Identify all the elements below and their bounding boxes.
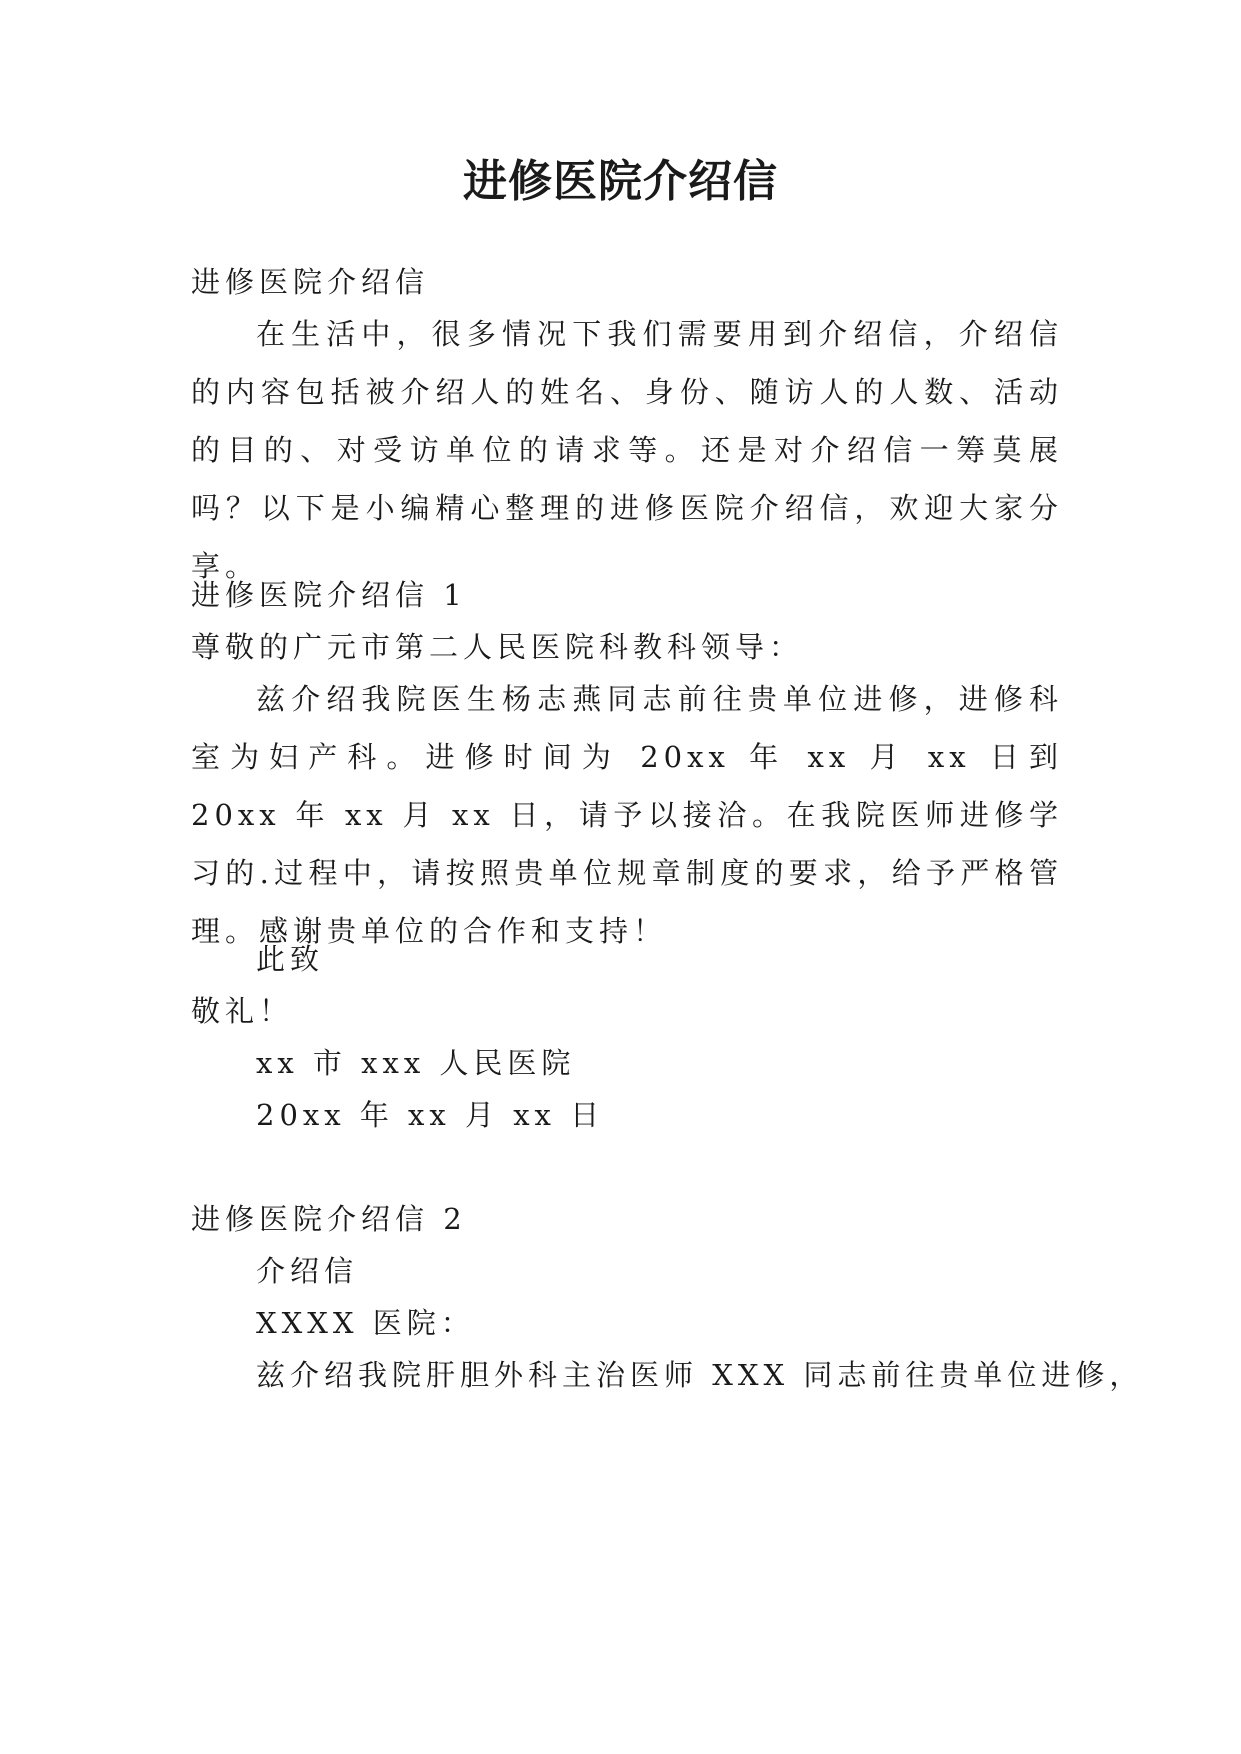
section1-date: 20xx 年 xx 月 xx 日 xyxy=(256,1098,605,1132)
section2-body: 兹介绍我院肝胆外科主治医师 XXX 同志前往贵单位进修， xyxy=(256,1358,1144,1392)
subtitle: 进修医院介绍信 xyxy=(191,265,430,299)
section1-signature: xx 市 xxx 人民医院 xyxy=(256,1046,576,1080)
section1-salutation: 尊敬的广元市第二人民医院科教科领导： xyxy=(191,630,804,664)
section2-heading: 进修医院介绍信 2 xyxy=(191,1202,467,1236)
section1-closing-2: 敬礼！ xyxy=(191,994,294,1028)
section1-heading: 进修医院介绍信 1 xyxy=(191,578,467,612)
intro-paragraph: 在生活中，很多情况下我们需要用到介绍信，介绍信的内容包括被介绍人的姓名、身份、随访人的人数、活动的目的、对受访单位的请求等。还是对介绍信一筹莫展吗？以下是小编精心整理的进修医院介绍信，欢迎大家分享。 xyxy=(191,317,1063,583)
section2-salutation: XXXX 医院： xyxy=(256,1306,475,1340)
section1-body: 兹介绍我院医生杨志燕同志前往贵单位进修，进修科室为妇产科。进修时间为 20xx 年 xx 月 xx 日到 20xx 年 xx 月 xx 日，请予以接洽。在我院医师进修学习的.过程中，请按照贵单位规章制度的要求，给予严格管理。感谢贵单位的合作和支持！ xyxy=(191,682,1063,948)
document-title: 进修医院介绍信 xyxy=(463,156,778,207)
section1-closing-1: 此致 xyxy=(256,942,325,976)
section2-subheading: 介绍信 xyxy=(256,1254,359,1288)
